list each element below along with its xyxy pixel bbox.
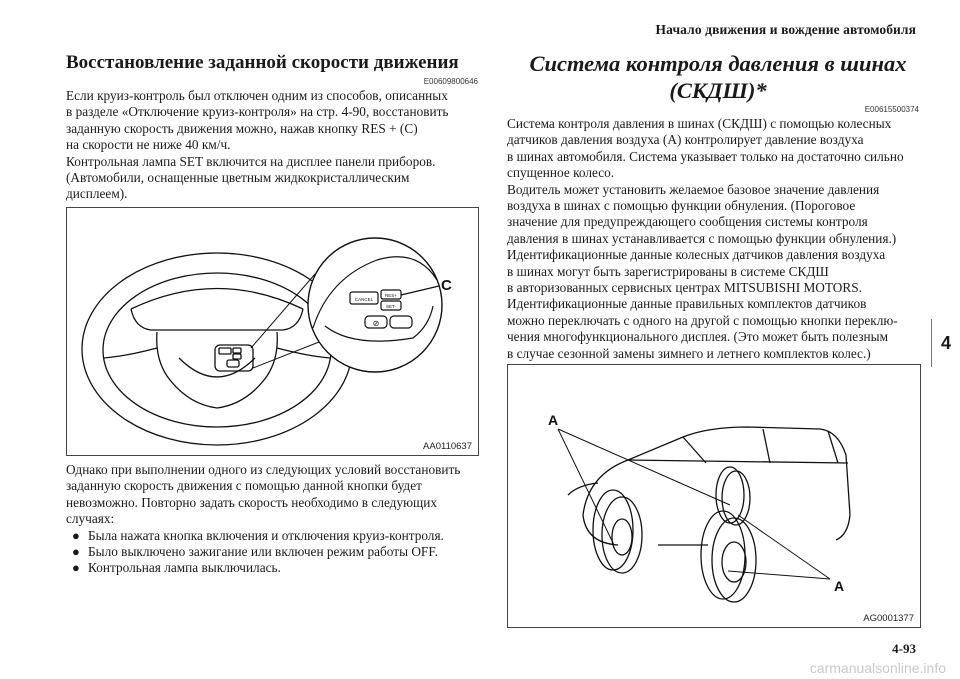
section-title-tpms: Система контроля давления в шинах (СКДШ)*: [529, 51, 907, 103]
steering-wheel-figure: [66, 207, 479, 456]
steering-wheel-illustration: [67, 208, 478, 455]
bullet-icon: ●: [72, 527, 80, 543]
section-code: E00609800646: [423, 77, 478, 86]
figure-label: AG0001377: [863, 613, 914, 624]
callout-c: C: [441, 277, 452, 294]
tpms-paragraph: Система контроля давления в шинах (СКДШ) с помощью колесных датчиков давления воздуха (А) контролирует давление воздуха в шинах автомобиля. Система указывает только на достаточно сильно спущенное колесо. Водитель может установить желаемое базовое значение давления воздуха в шинах с помощью функции обнуления. (Пороговое значение для предупреждающего сообщения системы контроля давления в шинах устанавливается с помощью функции обнуления.) Идентификационные данные колесных датчиков давления воздуха в шинах могут быть зарегистрированы в системе СКДШ в авторизованных сервисных центрах MITSUBISHI MOTORS. Идентификационные данные правильных комплектов датчиков можно переключать с одного на другой с помощью кнопки переклю- чения многофункционального дисплея. (Это может быть полезным в случае сезонной замены зимнего и летнего комплектов колес.): [507, 116, 904, 361]
left-column: [66, 50, 478, 203]
resume-speed-paragraph: Если круиз-контроль был отключен одним из способов, описанных в разделе «Отключение круиз-контроля» на стр. 4-90, восстановить заданную скорость движения можно, нажав кнопку RES + (С) на скорости не ниже 40 км/ч. Контрольная лампа SET включится на дисплее панели приборов. (Автомобили, оснащенные цветным жидкокристаллическим дисплеем).: [66, 88, 449, 202]
cruise-icon: ⊘: [372, 319, 380, 328]
res-button-label: RES+: [385, 293, 397, 298]
list-item: ● Было выключено зажигание или включен режим работы OFF.: [72, 544, 438, 560]
bullet-icon: ●: [72, 544, 80, 560]
right-column: [507, 50, 919, 362]
car-tire-sensor-figure: [507, 364, 921, 628]
conditions-paragraph: Однако при выполнении одного из следующих условий восстановить заданную скорость движения с помощью данной кнопки будет невозможно. Повторно задать скорость необходимо в следующих случаях:: [66, 462, 461, 527]
set-button-label: SET-: [385, 304, 397, 309]
callout-a-top: A: [548, 412, 559, 428]
watermark: carmanualsonline.info: [809, 660, 946, 676]
running-header: Начало движения и вождение автомобиля: [655, 22, 916, 37]
bullet-icon: ●: [72, 560, 80, 576]
list-item: ● Была нажата кнопка включения и отключения круиз-контроля.: [72, 527, 444, 543]
callout-a-bottom: A: [834, 578, 845, 594]
conditions-list: [66, 528, 478, 577]
section-code: E00615500374: [864, 105, 919, 114]
page-number: 4-93: [892, 641, 916, 656]
list-item: ● Контрольная лампа выключилась.: [72, 560, 281, 576]
chapter-tab[interactable]: 4: [931, 319, 960, 367]
left-column-lower: [66, 462, 478, 577]
section-title-resume-speed: Восстановление заданной скорости движения: [66, 52, 459, 73]
cancel-button-label: CANCEL: [354, 297, 374, 302]
figure-label: AA0110637: [423, 441, 472, 452]
car-illustration: [508, 365, 920, 627]
